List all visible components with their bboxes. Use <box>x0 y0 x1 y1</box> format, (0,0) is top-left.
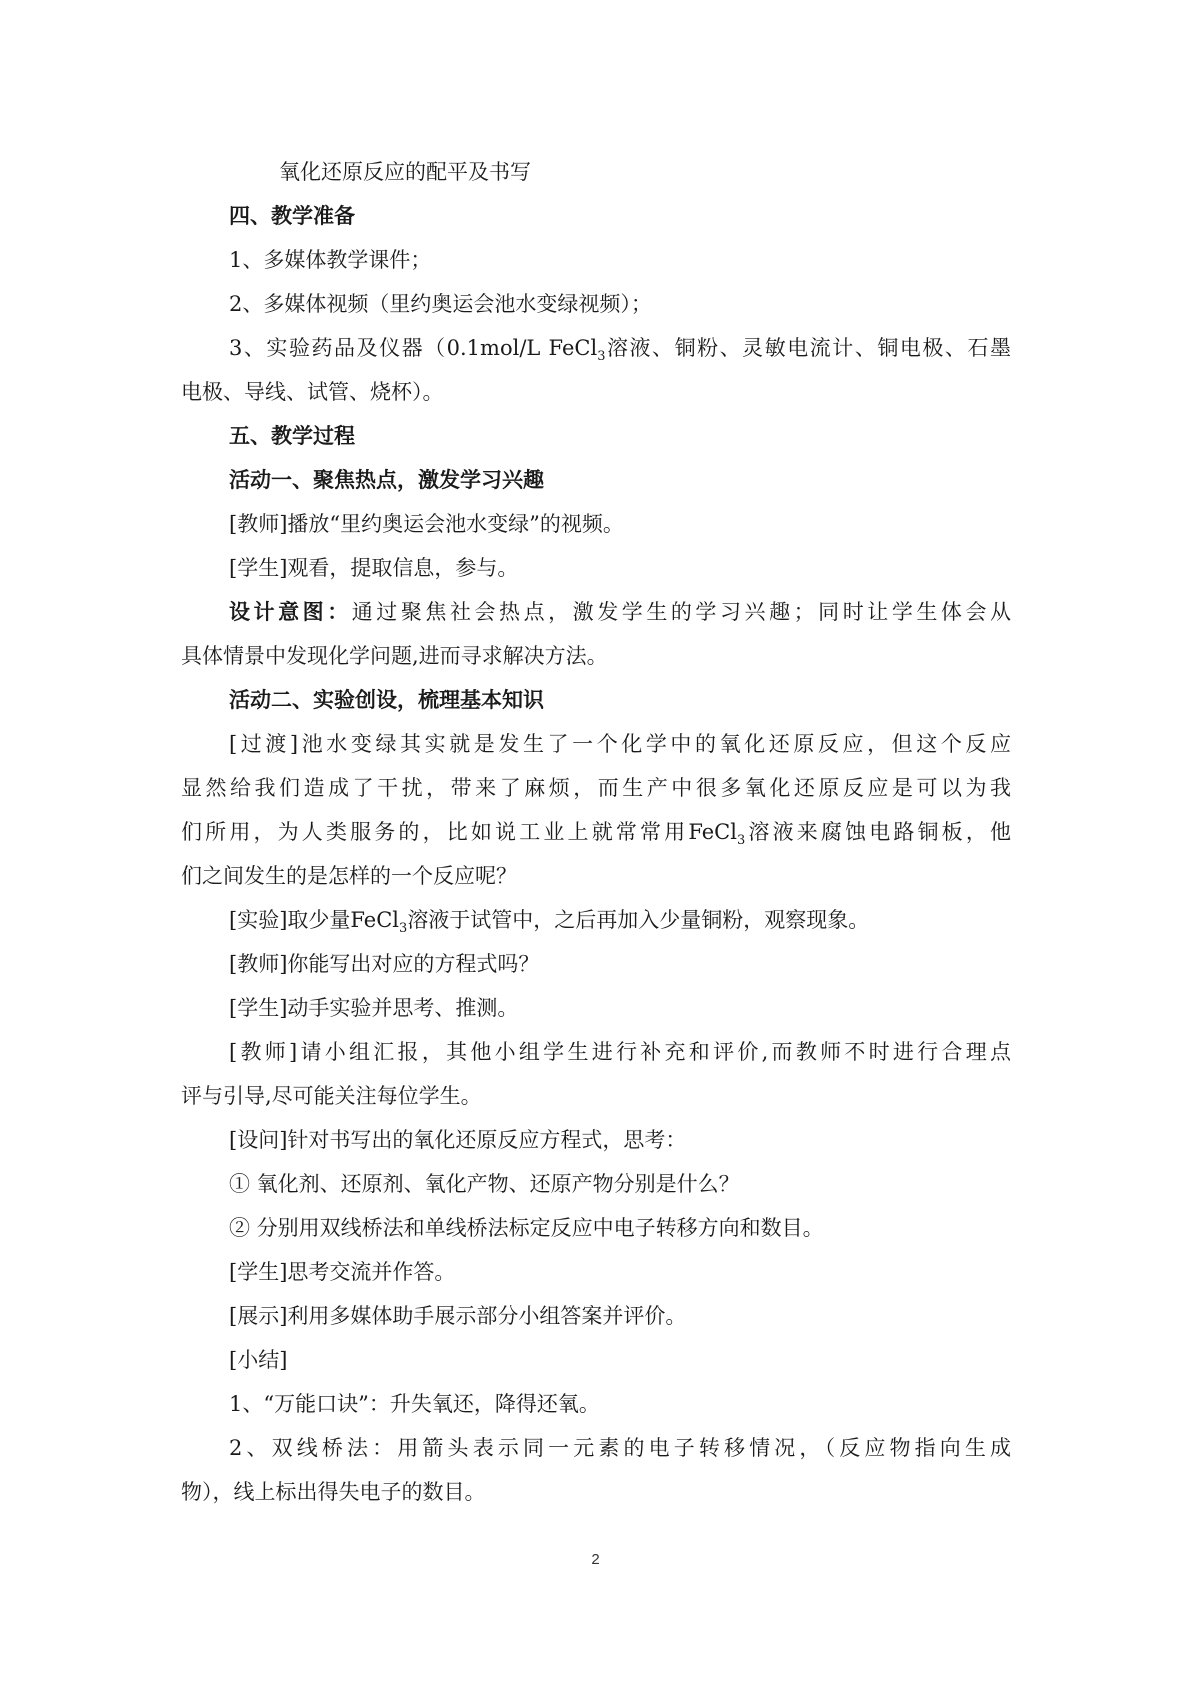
paragraph-teacher-question: [教师]你能写出对应的方程式吗？ <box>229 952 540 976</box>
paragraph-transition: [过渡]池水变绿其实就是发生了一个化学中的氧化还原反应，但这个反应 <box>229 732 1011 756</box>
section-heading-teaching-process: 五、教学过程 <box>229 423 355 448</box>
prep-item-1: 1、多媒体教学课件； <box>229 248 432 272</box>
paragraph-transition-line-4: 们之间发生的是怎样的一个反应呢？ <box>181 864 517 888</box>
prep-item-2: 2、多媒体视频（里约奥运会池水变绿视频）； <box>229 292 652 316</box>
summary-item-2-continued: 物），线上标出得失电子的数目。 <box>181 1480 486 1504</box>
paragraph-student-answer: [学生]思考交流并作答。 <box>229 1260 456 1284</box>
question-item-2: ② 分别用双线桥法和单线桥法标定反应中电子转移方向和数目。 <box>229 1216 824 1240</box>
prep-item-3: 3、实验药品及仪器（0.1mol/L FeCl$_3$溶液、铜粉、灵敏电流计、铜电极、石墨 <box>229 336 1011 365</box>
paragraph-question-setup: [设问]针对书写出的氧化还原反应方程式，思考： <box>229 1128 687 1152</box>
topic-line: 氧化还原反应的配平及书写 <box>279 160 531 184</box>
section-heading-teaching-preparation: 四、教学准备 <box>229 203 355 228</box>
page-content <box>181 150 1011 1514</box>
paragraph-design-intent: 设计意图：通过聚焦社会热点，激发学生的学习兴趣；同时让学生体会从 <box>229 599 1012 624</box>
activity-2-heading: 活动二、实验创设，梳理基本知识 <box>229 687 544 712</box>
summary-item-2: 2、双线桥法：用箭头表示同一元素的电子转移情况，（反应物指向生成 <box>229 1436 1011 1460</box>
page-number: 2 <box>591 1551 600 1568</box>
paragraph-student-watch: [学生]观看，提取信息，参与。 <box>229 556 519 580</box>
paragraph-experiment: [实验]取少量FeCl$_3$溶液于试管中，之后再加入少量铜粉，观察现象。 <box>229 908 870 937</box>
paragraph-display: [展示]利用多媒体助手展示部分小组答案并评价。 <box>229 1304 687 1328</box>
paragraph-teacher-report: [教师]请小组汇报，其他小组学生进行补充和评价,而教师不时进行合理点 <box>229 1040 1011 1064</box>
paragraph-student-experiment: [学生]动手实验并思考、推测。 <box>229 996 519 1020</box>
paragraph-teacher-video: [教师]播放“里约奥运会池水变绿”的视频。 <box>229 512 624 536</box>
question-item-1: ① 氧化剂、还原剂、氧化产物、还原产物分别是什么？ <box>229 1172 740 1196</box>
paragraph-design-intent-continued: 具体情景中发现化学问题,进而寻求解决方法。 <box>181 644 608 668</box>
paragraph-transition-line-3: 们所用，为人类服务的，比如说工业上就常常用FeCl$_3$溶液来腐蚀电路铜板，他 <box>181 820 1011 849</box>
summary-item-1: 1、“万能口诀”：升失氧还，降得还氧。 <box>229 1392 600 1416</box>
paragraph-transition-line-2: 显然给我们造成了干扰，带来了麻烦，而生产中很多氧化还原反应是可以为我 <box>181 776 1011 800</box>
paragraph-teacher-report-continued: 评与引导,尽可能关注每位学生。 <box>181 1084 482 1108</box>
summary-heading: [小结] <box>229 1348 288 1372</box>
activity-1-heading: 活动一、聚焦热点，激发学习兴趣 <box>229 467 544 492</box>
prep-item-3-continued: 电极、导线、试管、烧杯）。 <box>181 380 444 404</box>
